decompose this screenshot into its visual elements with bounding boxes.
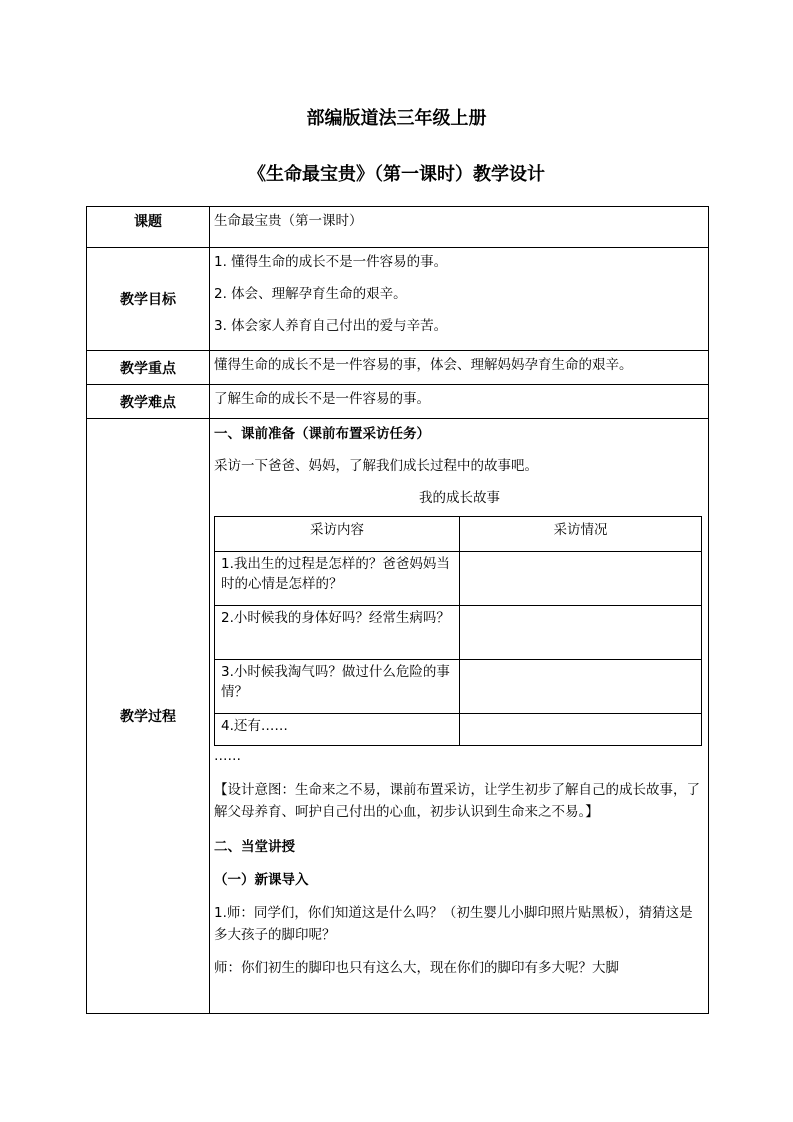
key-row [87, 351, 709, 385]
interview-answer-2 [460, 606, 702, 660]
lesson-plan-table [86, 206, 709, 1014]
interview-header-result: 采访情况 [460, 517, 702, 552]
interview-question-3: 3.小时候我淘气吗？做过什么危险的事情？ [215, 660, 460, 714]
section-2-heading: 二、当堂讲授 [214, 839, 295, 855]
interview-header-content: 采访内容 [215, 517, 460, 552]
teacher-paragraph-2: 师：你们初生的脚印也只有这么大，现在你们的脚印有多大呢？大脚 [214, 960, 619, 976]
goal-item-1: 1. 懂得生命的成长不是一件容易的事。 [214, 254, 448, 270]
table-row [215, 606, 702, 660]
topic-value [210, 207, 709, 248]
teacher-paragraph-1: 1.师：同学们，你们知道这是什么吗？（初生婴儿小脚印照片贴黑板），猜猜这是多大孩子的脚印呢？ [214, 905, 693, 943]
subsection-new-lesson-intro: （一）新课导入 [214, 872, 309, 888]
interview-intro: 采访一下爸爸、妈妈，了解我们成长过程中的故事吧。 [214, 458, 538, 474]
interview-table [214, 516, 702, 746]
topic-label: 课题 [87, 207, 210, 248]
goals-content [210, 248, 709, 351]
section-1-heading: 一、课前准备（课前布置采访任务） [214, 426, 430, 442]
table-row [215, 714, 702, 746]
goal-item-3: 3. 体会家人养育自己付出的爱与辛苦。 [214, 318, 448, 334]
document-subtitle: 《生命最宝贵》（第一课时）教学设计 [248, 164, 545, 185]
difficult-text: 了解生命的成长不是一件容易的事。 [214, 391, 430, 407]
key-label: 教学重点 [87, 351, 210, 385]
ellipsis-text: …… [214, 748, 241, 764]
goals-row [87, 248, 709, 351]
goals-label: 教学目标 [87, 248, 210, 351]
interview-answer-1 [460, 552, 702, 606]
interview-answer-4 [460, 714, 702, 746]
process-content [210, 419, 709, 1014]
interview-question-2: 2.小时候我的身体好吗？经常生病吗？ [215, 606, 460, 660]
key-content [210, 351, 709, 385]
document-title: 部编版道法三年级上册 [306, 108, 487, 129]
growth-story-title: 我的成长故事 [419, 490, 500, 506]
interview-answer-3 [460, 660, 702, 714]
design-intent: 【设计意图：生命来之不易，课前布置采访，让学生初步了解自己的成长故事，了解父母养育、呵护自己付出的心血，初步认识到生命来之不易。】 [214, 782, 700, 820]
topic-text: 生命最宝贵（第一课时） [214, 213, 363, 229]
difficult-content [210, 385, 709, 419]
difficult-row [87, 385, 709, 419]
process-row [87, 419, 709, 1014]
key-text: 懂得生命的成长不是一件容易的事，体会、理解妈妈孕育生命的艰辛。 [214, 357, 633, 373]
topic-row [87, 207, 709, 248]
interview-header-row [215, 517, 702, 552]
difficult-label: 教学难点 [87, 385, 210, 419]
process-label: 教学过程 [87, 419, 210, 1014]
table-row [215, 660, 702, 714]
interview-question-4: 4.还有…… [215, 714, 460, 746]
goal-item-2: 2. 体会、理解孕育生命的艰辛。 [214, 286, 407, 302]
interview-question-1: 1.我出生的过程是怎样的？爸爸妈妈当时的心情是怎样的？ [215, 552, 460, 606]
table-row [215, 552, 702, 606]
